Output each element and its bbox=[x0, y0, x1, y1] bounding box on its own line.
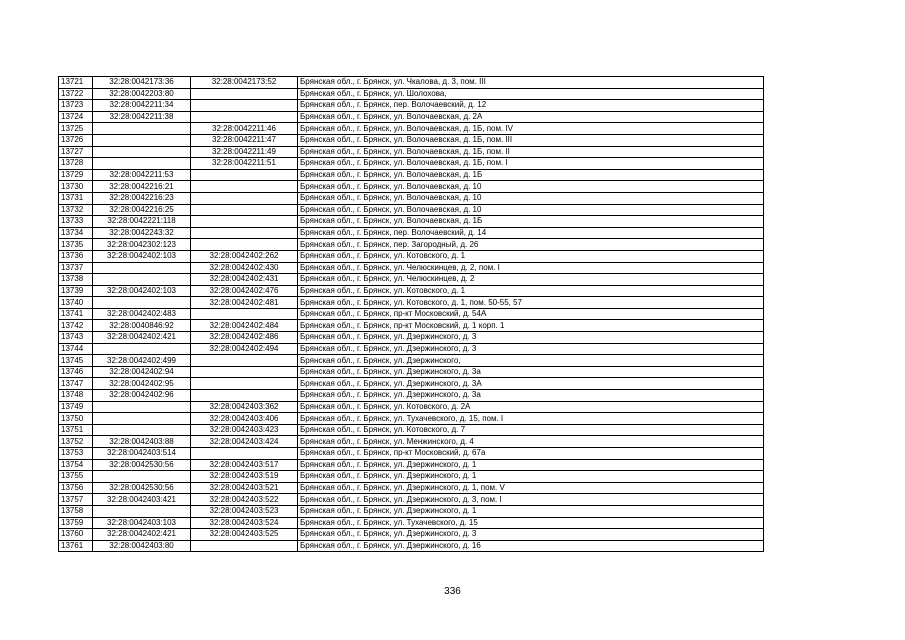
linked-cadastral-number-cell: 32:28:0042403:423 bbox=[191, 424, 298, 436]
table-row bbox=[59, 204, 764, 216]
row-number-cell: 13757 bbox=[59, 494, 93, 506]
linked-cadastral-number-cell bbox=[191, 390, 298, 402]
row-number-cell: 13745 bbox=[59, 355, 93, 367]
table-row bbox=[59, 123, 764, 135]
row-number-cell: 13747 bbox=[59, 378, 93, 390]
row-number-cell: 13760 bbox=[59, 529, 93, 541]
cadastral-number-cell bbox=[93, 158, 191, 170]
cadastral-number-cell: 32:28:0042402:103 bbox=[93, 250, 191, 262]
cadastral-number-cell bbox=[93, 401, 191, 413]
table-row bbox=[59, 413, 764, 425]
cadastral-number-cell: 32:28:0042402:421 bbox=[93, 332, 191, 344]
cadastral-number-cell: 32:28:0042403:103 bbox=[93, 517, 191, 529]
linked-cadastral-number-cell bbox=[191, 100, 298, 112]
address-cell: Брянская обл., г. Брянск, ул. Дзержинского, д. 3а bbox=[298, 390, 764, 402]
table-row bbox=[59, 239, 764, 251]
cadastral-number-cell: 32:28:0042173:36 bbox=[93, 77, 191, 89]
address-cell: Брянская обл., г. Брянск, ул. Дзержинского, д. 1 bbox=[298, 505, 764, 517]
row-number-cell: 13744 bbox=[59, 343, 93, 355]
row-number-cell: 13748 bbox=[59, 390, 93, 402]
table-row bbox=[59, 459, 764, 471]
row-number-cell: 13754 bbox=[59, 459, 93, 471]
cadastral-number-cell: 32:28:0042403:514 bbox=[93, 448, 191, 460]
linked-cadastral-number-cell bbox=[191, 540, 298, 552]
linked-cadastral-number-cell: 32:28:0042402:431 bbox=[191, 274, 298, 286]
row-number-cell: 13728 bbox=[59, 158, 93, 170]
cadastral-number-cell: 32:28:0042402:499 bbox=[93, 355, 191, 367]
cadastral-number-cell: 32:28:0042530:56 bbox=[93, 482, 191, 494]
cadastral-number-cell: 32:28:0042402:95 bbox=[93, 378, 191, 390]
linked-cadastral-number-cell: 32:28:0042402:481 bbox=[191, 297, 298, 309]
cadastral-number-cell bbox=[93, 505, 191, 517]
cadastral-number-cell: 32:28:0042216:23 bbox=[93, 192, 191, 204]
address-cell: Брянская обл., г. Брянск, ул. Котовского, д. 1 bbox=[298, 285, 764, 297]
address-cell: Брянская обл., г. Брянск, ул. Дзержинского, д. 3а bbox=[298, 366, 764, 378]
row-number-cell: 13746 bbox=[59, 366, 93, 378]
linked-cadastral-number-cell: 32:28:0042403:523 bbox=[191, 505, 298, 517]
linked-cadastral-number-cell: 32:28:0042173:52 bbox=[191, 77, 298, 89]
row-number-cell: 13755 bbox=[59, 471, 93, 483]
address-cell: Брянская обл., г. Брянск, ул. Дзержинского, bbox=[298, 355, 764, 367]
row-number-cell: 13729 bbox=[59, 169, 93, 181]
linked-cadastral-number-cell: 32:28:0042403:519 bbox=[191, 471, 298, 483]
address-cell: Брянская обл., г. Брянск, ул. Дзержинского, д. 1 bbox=[298, 459, 764, 471]
address-cell: Брянская обл., г. Брянск, ул. Волочаевская, д. 10 bbox=[298, 204, 764, 216]
address-cell: Брянская обл., г. Брянск, ул. Волочаевская, д. 1Б, пом. III bbox=[298, 134, 764, 146]
address-cell: Брянская обл., г. Брянск, ул. Котовского, д. 2А bbox=[298, 401, 764, 413]
address-cell: Брянская обл., г. Брянск, ул. Дзержинского, д. 3 bbox=[298, 343, 764, 355]
cadastral-number-cell: 32:28:0042402:483 bbox=[93, 308, 191, 320]
linked-cadastral-number-cell: 32:28:0042403:524 bbox=[191, 517, 298, 529]
row-number-cell: 13756 bbox=[59, 482, 93, 494]
linked-cadastral-number-cell: 32:28:0042403:362 bbox=[191, 401, 298, 413]
linked-cadastral-number-cell bbox=[191, 378, 298, 390]
row-number-cell: 13743 bbox=[59, 332, 93, 344]
table-row bbox=[59, 471, 764, 483]
address-cell: Брянская обл., г. Брянск, ул. Дзержинского, д. 3, пом. I bbox=[298, 494, 764, 506]
linked-cadastral-number-cell: 32:28:0042402:484 bbox=[191, 320, 298, 332]
linked-cadastral-number-cell bbox=[191, 448, 298, 460]
linked-cadastral-number-cell bbox=[191, 216, 298, 228]
address-cell: Брянская обл., г. Брянск, ул. Котовского, д. 1 bbox=[298, 250, 764, 262]
table-row bbox=[59, 192, 764, 204]
address-cell: Брянская обл., г. Брянск, пр-кт Московский, д. 1 корп. 1 bbox=[298, 320, 764, 332]
table-row bbox=[59, 88, 764, 100]
address-cell: Брянская обл., г. Брянск, ул. Тухачевского, д. 15 bbox=[298, 517, 764, 529]
cadastral-number-cell: 32:28:0042302:123 bbox=[93, 239, 191, 251]
cadastral-number-cell: 32:28:0042402:421 bbox=[93, 529, 191, 541]
linked-cadastral-number-cell bbox=[191, 355, 298, 367]
linked-cadastral-number-cell: 32:28:0042211:47 bbox=[191, 134, 298, 146]
address-cell: Брянская обл., г. Брянск, ул. Волочаевская, д. 1Б bbox=[298, 169, 764, 181]
table-row bbox=[59, 529, 764, 541]
row-number-cell: 13724 bbox=[59, 111, 93, 123]
address-cell: Брянская обл., г. Брянск, ул. Дзержинского, д. 1 bbox=[298, 471, 764, 483]
cadastral-number-cell: 32:28:0042403:80 bbox=[93, 540, 191, 552]
linked-cadastral-number-cell: 32:28:0042403:517 bbox=[191, 459, 298, 471]
row-number-cell: 13725 bbox=[59, 123, 93, 135]
row-number-cell: 13739 bbox=[59, 285, 93, 297]
cadastral-number-cell bbox=[93, 262, 191, 274]
table-row bbox=[59, 77, 764, 89]
row-number-cell: 13735 bbox=[59, 239, 93, 251]
cadastral-number-cell: 32:28:0042211:38 bbox=[93, 111, 191, 123]
cadastral-number-cell: 32:28:0042403:421 bbox=[93, 494, 191, 506]
address-cell: Брянская обл., г. Брянск, ул. Волочаевская, д. 1Б, пом. IV bbox=[298, 123, 764, 135]
table-row bbox=[59, 366, 764, 378]
row-number-cell: 13732 bbox=[59, 204, 93, 216]
address-cell: Брянская обл., г. Брянск, ул. Дзержинского, д. 1, пом. V bbox=[298, 482, 764, 494]
cadastral-number-cell: 32:28:0042530:56 bbox=[93, 459, 191, 471]
cadastral-number-cell: 32:28:0042211:34 bbox=[93, 100, 191, 112]
address-cell: Брянская обл., г. Брянск, ул. Дзержинского, д. 3А bbox=[298, 378, 764, 390]
address-cell: Брянская обл., г. Брянск, ул. Тухачевского, д. 15, пом. I bbox=[298, 413, 764, 425]
address-cell: Брянская обл., г. Брянск, ул. Дзержинского, д. 16 bbox=[298, 540, 764, 552]
table-row bbox=[59, 250, 764, 262]
linked-cadastral-number-cell: 32:28:0042402:476 bbox=[191, 285, 298, 297]
linked-cadastral-number-cell bbox=[191, 227, 298, 239]
table-row bbox=[59, 227, 764, 239]
row-number-cell: 13761 bbox=[59, 540, 93, 552]
address-cell: Брянская обл., г. Брянск, ул. Волочаевская, д. 1Б, пом. II bbox=[298, 146, 764, 158]
table-row bbox=[59, 308, 764, 320]
row-number-cell: 13750 bbox=[59, 413, 93, 425]
table-row bbox=[59, 285, 764, 297]
table-row bbox=[59, 158, 764, 170]
table-row bbox=[59, 540, 764, 552]
table-row bbox=[59, 146, 764, 158]
row-number-cell: 13730 bbox=[59, 181, 93, 193]
address-cell: Брянская обл., г. Брянск, пр-кт Московский, д. 67а bbox=[298, 448, 764, 460]
address-cell: Брянская обл., г. Брянск, ул. Волочаевская, д. 1Б bbox=[298, 216, 764, 228]
registry-table-body bbox=[59, 77, 764, 552]
cadastral-number-cell bbox=[93, 424, 191, 436]
linked-cadastral-number-cell: 32:28:0042403:521 bbox=[191, 482, 298, 494]
table-row bbox=[59, 181, 764, 193]
address-cell: Брянская обл., г. Брянск, ул. Менжинского, д. 4 bbox=[298, 436, 764, 448]
row-number-cell: 13758 bbox=[59, 505, 93, 517]
table-row bbox=[59, 401, 764, 413]
table-row bbox=[59, 505, 764, 517]
address-cell: Брянская обл., г. Брянск, ул. Волочаевская, д. 10 bbox=[298, 192, 764, 204]
address-cell: Брянская обл., г. Брянск, ул. Челюскинцев, д. 2 bbox=[298, 274, 764, 286]
linked-cadastral-number-cell bbox=[191, 366, 298, 378]
row-number-cell: 13759 bbox=[59, 517, 93, 529]
table-row bbox=[59, 100, 764, 112]
cadastral-number-cell: 32:28:0042216:25 bbox=[93, 204, 191, 216]
cadastral-number-cell: 32:28:0042402:94 bbox=[93, 366, 191, 378]
row-number-cell: 13721 bbox=[59, 77, 93, 89]
row-number-cell: 13733 bbox=[59, 216, 93, 228]
linked-cadastral-number-cell bbox=[191, 111, 298, 123]
cadastral-number-cell: 32:28:0042216:21 bbox=[93, 181, 191, 193]
table-row bbox=[59, 482, 764, 494]
page-number: 336 bbox=[444, 586, 461, 597]
table-row bbox=[59, 517, 764, 529]
row-number-cell: 13742 bbox=[59, 320, 93, 332]
linked-cadastral-number-cell: 32:28:0042211:51 bbox=[191, 158, 298, 170]
address-cell: Брянская обл., г. Брянск, пер. Волочаевский, д. 12 bbox=[298, 100, 764, 112]
table-row bbox=[59, 448, 764, 460]
cadastral-number-cell: 32:28:0042402:96 bbox=[93, 390, 191, 402]
row-number-cell: 13737 bbox=[59, 262, 93, 274]
linked-cadastral-number-cell bbox=[191, 204, 298, 216]
cadastral-number-cell bbox=[93, 146, 191, 158]
row-number-cell: 13753 bbox=[59, 448, 93, 460]
cadastral-number-cell: 32:28:0042402:103 bbox=[93, 285, 191, 297]
table-row bbox=[59, 320, 764, 332]
row-number-cell: 13749 bbox=[59, 401, 93, 413]
cadastral-number-cell: 32:28:0042403:88 bbox=[93, 436, 191, 448]
table-row bbox=[59, 390, 764, 402]
row-number-cell: 13723 bbox=[59, 100, 93, 112]
table-row bbox=[59, 343, 764, 355]
linked-cadastral-number-cell bbox=[191, 239, 298, 251]
table-row bbox=[59, 262, 764, 274]
address-cell: Брянская обл., г. Брянск, ул. Дзержинского, д. 3 bbox=[298, 529, 764, 541]
address-cell: Брянская обл., г. Брянск, ул. Челюскинцев, д. 2, пом. I bbox=[298, 262, 764, 274]
linked-cadastral-number-cell: 32:28:0042211:49 bbox=[191, 146, 298, 158]
property-registry-table bbox=[58, 76, 764, 552]
row-number-cell: 13741 bbox=[59, 308, 93, 320]
linked-cadastral-number-cell bbox=[191, 192, 298, 204]
linked-cadastral-number-cell: 32:28:0042403:522 bbox=[191, 494, 298, 506]
linked-cadastral-number-cell: 32:28:0042403:525 bbox=[191, 529, 298, 541]
address-cell: Брянская обл., г. Брянск, ул. Волочаевская, д. 2А bbox=[298, 111, 764, 123]
linked-cadastral-number-cell: 32:28:0042402:430 bbox=[191, 262, 298, 274]
row-number-cell: 13722 bbox=[59, 88, 93, 100]
cadastral-number-cell: 32:28:0042221:118 bbox=[93, 216, 191, 228]
cadastral-number-cell: 32:28:0042243:32 bbox=[93, 227, 191, 239]
linked-cadastral-number-cell: 32:28:0042211:46 bbox=[191, 123, 298, 135]
row-number-cell: 13738 bbox=[59, 274, 93, 286]
cadastral-number-cell: 32:28:0040846:92 bbox=[93, 320, 191, 332]
row-number-cell: 13751 bbox=[59, 424, 93, 436]
cadastral-number-cell: 32:28:0042203:80 bbox=[93, 88, 191, 100]
linked-cadastral-number-cell bbox=[191, 181, 298, 193]
linked-cadastral-number-cell: 32:28:0042402:486 bbox=[191, 332, 298, 344]
address-cell: Брянская обл., г. Брянск, пер. Волочаевский, д. 14 bbox=[298, 227, 764, 239]
row-number-cell: 13740 bbox=[59, 297, 93, 309]
cadastral-number-cell bbox=[93, 297, 191, 309]
linked-cadastral-number-cell: 32:28:0042402:262 bbox=[191, 250, 298, 262]
linked-cadastral-number-cell bbox=[191, 169, 298, 181]
cadastral-number-cell bbox=[93, 343, 191, 355]
table-row bbox=[59, 111, 764, 123]
linked-cadastral-number-cell: 32:28:0042403:424 bbox=[191, 436, 298, 448]
address-cell: Брянская обл., г. Брянск, ул. Волочаевская, д. 1Б, пом. I bbox=[298, 158, 764, 170]
row-number-cell: 13752 bbox=[59, 436, 93, 448]
address-cell: Брянская обл., г. Брянск, ул. Чкалова, д. 3, пом. III bbox=[298, 77, 764, 89]
table-row bbox=[59, 134, 764, 146]
row-number-cell: 13727 bbox=[59, 146, 93, 158]
cadastral-number-cell bbox=[93, 471, 191, 483]
table-row bbox=[59, 424, 764, 436]
address-cell: Брянская обл., г. Брянск, ул. Дзержинского, д. 3 bbox=[298, 332, 764, 344]
table-row bbox=[59, 169, 764, 181]
address-cell: Брянская обл., г. Брянск, ул. Волочаевская, д. 10 bbox=[298, 181, 764, 193]
cadastral-number-cell: 32:28:0042211:53 bbox=[93, 169, 191, 181]
table-row bbox=[59, 216, 764, 228]
table-row bbox=[59, 297, 764, 309]
table-row bbox=[59, 436, 764, 448]
table-row bbox=[59, 355, 764, 367]
table-row bbox=[59, 274, 764, 286]
row-number-cell: 13734 bbox=[59, 227, 93, 239]
cadastral-number-cell bbox=[93, 123, 191, 135]
address-cell: Брянская обл., г. Брянск, пер. Загородный, д. 26 bbox=[298, 239, 764, 251]
row-number-cell: 13726 bbox=[59, 134, 93, 146]
address-cell: Брянская обл., г. Брянск, ул. Шолохова, bbox=[298, 88, 764, 100]
table-row bbox=[59, 332, 764, 344]
linked-cadastral-number-cell: 32:28:0042402:494 bbox=[191, 343, 298, 355]
linked-cadastral-number-cell bbox=[191, 88, 298, 100]
row-number-cell: 13731 bbox=[59, 192, 93, 204]
address-cell: Брянская обл., г. Брянск, ул. Котовского, д. 7 bbox=[298, 424, 764, 436]
table-row bbox=[59, 494, 764, 506]
address-cell: Брянская обл., г. Брянск, ул. Котовского, д. 1, пом. 50-55, 57 bbox=[298, 297, 764, 309]
linked-cadastral-number-cell bbox=[191, 308, 298, 320]
cadastral-number-cell bbox=[93, 134, 191, 146]
address-cell: Брянская обл., г. Брянск, пр-кт Московский, д. 54А bbox=[298, 308, 764, 320]
cadastral-number-cell bbox=[93, 274, 191, 286]
cadastral-number-cell bbox=[93, 413, 191, 425]
row-number-cell: 13736 bbox=[59, 250, 93, 262]
linked-cadastral-number-cell: 32:28:0042403:406 bbox=[191, 413, 298, 425]
table-row bbox=[59, 378, 764, 390]
